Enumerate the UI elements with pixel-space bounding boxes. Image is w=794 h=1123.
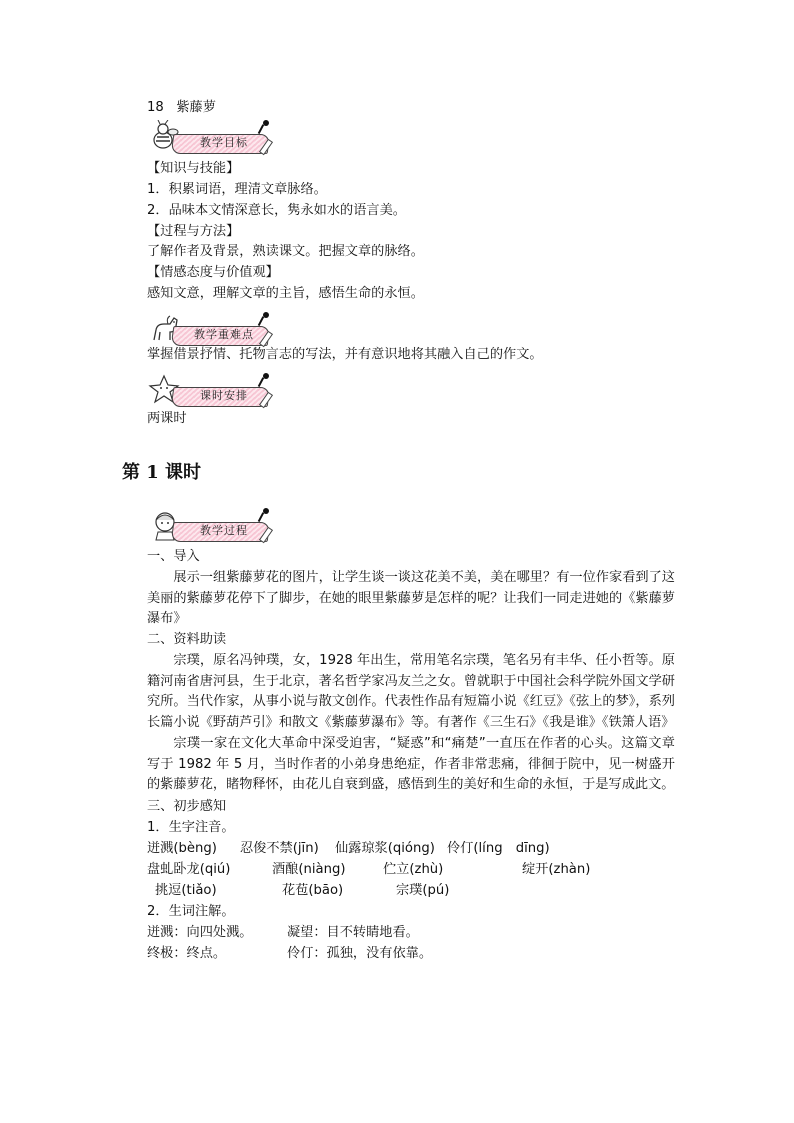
knowledge-item: 1．积累词语，理清文章脉络。: [147, 182, 327, 197]
knowledge-heading: 【知识与技能】: [147, 161, 240, 176]
vocab-entry: 凝望：目不转睛地看。: [287, 925, 419, 940]
pinyin-entry: 盘虬卧龙(qiú): [147, 862, 231, 877]
pin-icon: [263, 312, 269, 318]
pinyin-entry: 花苞(bāo): [282, 883, 344, 898]
material-paragraph: 宗璞一家在文化大革命中深受迫害，“疑惑”和“痛楚”一直压在作者的心头。这篇文章写于 1982 年 5 月，当时作者的小弟身患绝症，作者非常悲痛，徘徊于院中，见一树盛开的紫藤萝花，睹物释怀，由花儿自衰到盛，感悟到生的美好和生命的永恒，于是写成此文。: [147, 736, 675, 793]
pinyin-entry: 忍俊不禁(jīn): [240, 841, 319, 856]
pinyin-entry: 绽开(zhàn): [522, 862, 591, 877]
badge-teaching-objectives: [148, 120, 273, 154]
lesson-name: 紫藤萝: [176, 100, 216, 115]
process-method-text: 了解作者及背景，熟读课文。把握文章的脉络。: [147, 244, 424, 259]
badge-label: 课时安排: [200, 389, 248, 402]
pinyin-entry: 仙露琼浆(qióng): [335, 841, 435, 856]
badge-teaching-process: [148, 508, 273, 542]
section-heading: 第 1 课时: [122, 462, 202, 483]
vocab-heading: 2．生词注解。: [147, 904, 235, 919]
badge-label: 教学重难点: [194, 328, 254, 341]
lesson-title: [147, 98, 216, 118]
pinyin-heading: 1．生字注音。: [147, 820, 235, 835]
key-points-text: 掌握借景抒情、托物言志的写法，并有意识地将其融入自己的作文。: [147, 347, 543, 362]
perception-heading: 三、初步感知: [147, 799, 227, 814]
badge-label: 教学目标: [200, 136, 248, 149]
schedule-text: 两课时: [147, 411, 187, 426]
badge-label: 教学过程: [200, 524, 248, 537]
intro-heading: 一、导入: [147, 549, 200, 564]
pinyin-entry: 迸溅(bèng): [147, 841, 217, 856]
attitude-text: 感知文意，理解文章的主旨，感悟生命的永恒。: [147, 286, 424, 301]
vocab-entry: 终极：终点。: [147, 946, 227, 961]
material-heading: 二、资料助读: [147, 632, 227, 647]
vocab-entry: 迸溅：向四处溅。: [147, 925, 253, 940]
pinyin-entry: 宗璞(pú): [396, 883, 450, 898]
lesson-number: 18: [147, 100, 164, 115]
pin-icon: [263, 120, 269, 126]
pinyin-entry: 伶仃(líng dīng): [447, 841, 550, 856]
pinyin-entry: 挑逗(tiǎo): [155, 883, 217, 898]
pinyin-entry: 酒酿(niàng): [272, 862, 346, 877]
material-paragraph: 宗璞，原名冯钟璞，女，1928 年出生，常用笔名宗璞，笔名另有丰华、任小哲等。原籍河南省唐河县，生于北京，著名哲学家冯友兰之女。曾就职于中国社会科学院外国文学研究所。当代作家，从事小说与散文创作。代表性作品有短篇小说《红豆》《弦上的梦》，系列长篇小说《野葫芦引》和散文《紫藤萝瀑布》等。有著作《三生石》《我是谁》《铁箫人语》: [147, 653, 675, 731]
attitude-heading: 【情感态度与价值观】: [147, 265, 279, 280]
intro-paragraph: 展示一组紫藤萝花的图片，让学生谈一谈这花美不美，美在哪里？有一位作家看到了这美丽的紫藤萝花停下了脚步，在她的眼里紫藤萝是怎样的呢？让我们一同走进她的《紫藤萝瀑布》: [147, 570, 675, 627]
pinyin-entry: 伫立(zhù): [383, 862, 444, 877]
badge-key-points: [148, 312, 273, 346]
pin-icon: [263, 373, 269, 379]
badge-schedule: [148, 373, 273, 407]
pin-icon: [263, 508, 269, 514]
knowledge-item: 2．品味本文情深意长，隽永如水的语言美。: [147, 203, 406, 218]
vocab-entry: 伶仃：孤独，没有依靠。: [287, 946, 433, 961]
process-method-heading: 【过程与方法】: [147, 224, 240, 239]
